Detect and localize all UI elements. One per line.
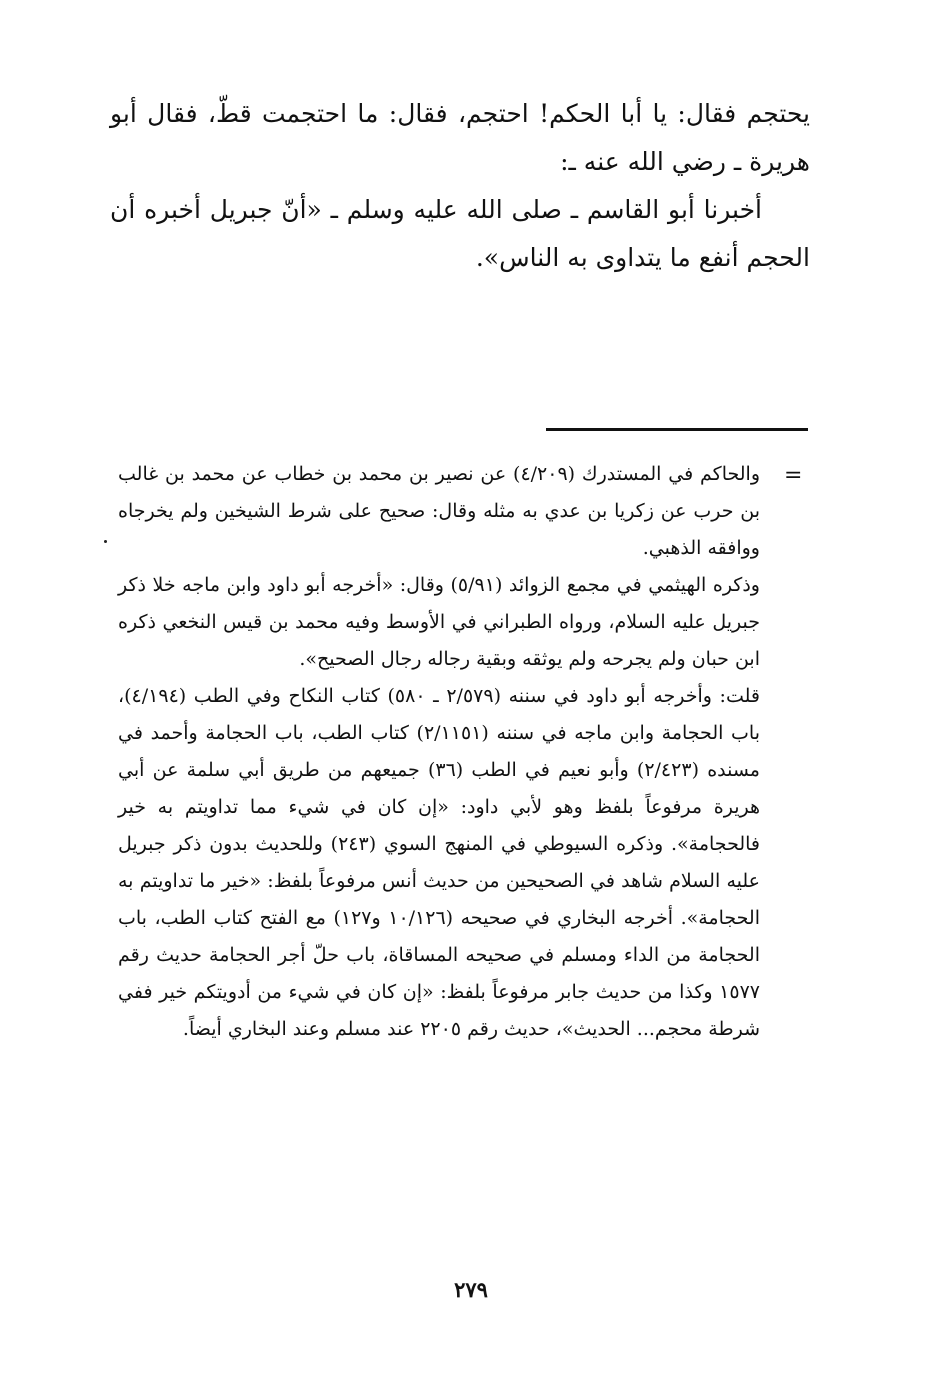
footnote-separator	[546, 428, 808, 431]
main-paragraph-2: أخبرنا أبو القاسم ـ صلى الله عليه وسلم ـ «أنّ جبريل أخبره أن الحجم أنفع ما يتداوى به الناس».	[110, 195, 810, 272]
footnote-paragraph-2: وذكره الهيثمي في مجمع الزوائد (٥/٩١) وقال: «أخرجه أبو داود وابن ماجه خلا ذكر جبريل عليه السلام، ورواه الطبراني في الأوسط وفيه محمد بن قيس النخعي ذكره ابن حبان ولم يجرحه ولم يوثقه وبقية رجاله رجال الصحيح».	[118, 574, 760, 670]
page-number: ٢٧٩	[454, 1277, 488, 1302]
footnote-continuation-marker: =	[784, 463, 803, 488]
footnote-paragraph-3: قلت: وأخرجه أبو داود في سننه (٢/٥٧٩ ـ ٥٨٠) كتاب النكاح وفي الطب (٤/١٩٤)، باب الحجامة وابن ماجه في سننه (٢/١١٥١) كتاب الطب، باب الحجامة وأحمد في مسنده (٢/٤٢٣) وأبو نعيم في الطب (٣٦) جميعهم من طريق أبي سلمة عن أبي هريرة مرفوعاً بلفظ وهو لأبي داود: «إن كان في شيء مما تداويتم به خير فالحجامة». وذكره السيوطي في المنهج السوي (٢٤٣) وللحديث بدون ذكر جبريل عليه السلام شاهد في الصحيحين من حديث أنس مرفوعاً بلفظ: «خير ما تداويتم به الحجامة». أخرجه البخاري في صحيحه (١٠/١٢٦ و١٢٧) مع الفتح كتاب الطب، باب الحجامة من الداء ومسلم في صحيحه المساقاة، باب حلّ أجر الحجامة حديث رقم ١٥٧٧ وكذا من حديث جابر مرفوعاً بلفظ: «إن كان في شيء من أدويتكم خير ففي شرطة محجم... الحديث»، حديث رقم ٢٢٠٥ عند مسلم وعند البخاري أيضاً.	[118, 685, 761, 1040]
footnote-paragraph-1: والحاكم في المستدرك (٤/٢٠٩) عن نصير بن محمد بن خطاب عن محمد بن غالب بن حرب عن زكريا بن عدي به مثله وقال: صحيح على شرط الشيخين ولم يخرجاه ووافقه الذهبي.	[118, 463, 760, 559]
main-paragraph-1: يحتجم فقال: يا أبا الحكم! احتجم، فقال: ما احتجمت قطّ، فقال أبو هريرة ـ رضي الله عنه ـ:	[110, 99, 810, 176]
main-text	[110, 90, 810, 282]
print-speck	[104, 540, 107, 543]
footnotes	[118, 456, 760, 1048]
